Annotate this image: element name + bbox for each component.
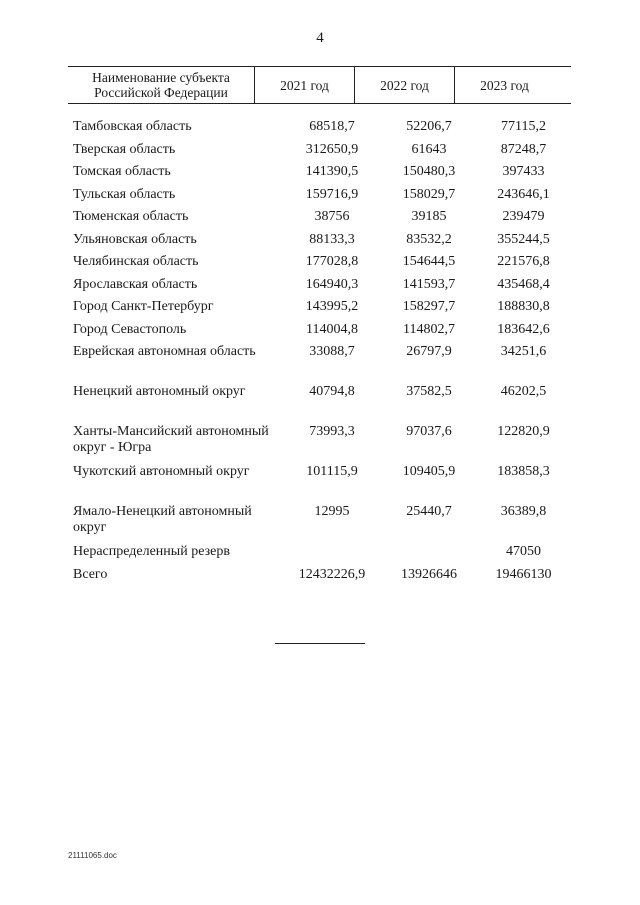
value-2021: 33088,7 xyxy=(309,344,355,359)
value-2023: 46202,5 xyxy=(500,384,547,399)
header-region-name: Наименование субъекта Российской Федерации xyxy=(92,70,230,100)
value-2021: 143995,2 xyxy=(305,299,359,314)
value-2021: 38756 xyxy=(314,209,350,224)
table-row xyxy=(68,464,571,504)
region-name: Ненецкий автономный округ xyxy=(73,384,246,399)
value-2021: 12432226,9 xyxy=(298,566,366,582)
value-2021: 159716,9 xyxy=(305,186,359,202)
value-2021: 40794,8 xyxy=(309,384,355,399)
table-row xyxy=(68,504,571,544)
table-row xyxy=(68,384,571,424)
value-2021: 177028,8 xyxy=(305,254,359,269)
table-row xyxy=(68,209,571,232)
region-name: Томская область xyxy=(73,164,171,179)
value-2022: 109405,9 xyxy=(402,464,456,479)
value-2021: 88133,3 xyxy=(309,231,355,247)
region-name: Ханты-Мансийский автономный округ - Югра xyxy=(73,424,269,455)
value-2022: 13926646 xyxy=(401,566,457,582)
value-2022: 37582,5 xyxy=(406,384,452,399)
value-2022: 39185 xyxy=(411,209,447,224)
header-year-2021: 2021 год xyxy=(254,67,354,103)
table-row xyxy=(68,142,571,165)
region-name: Город Севастополь xyxy=(73,321,187,337)
table-row xyxy=(68,322,571,345)
value-2022: 61643 xyxy=(411,141,447,157)
region-name: Город Санкт-Петербург xyxy=(73,299,214,314)
table-row xyxy=(68,119,571,142)
value-2022: 158029,7 xyxy=(402,186,456,202)
value-2021: 141390,5 xyxy=(305,164,359,179)
value-2022: 83532,2 xyxy=(406,231,452,247)
value-2022: 97037,6 xyxy=(406,424,452,439)
value-2023: 47050 xyxy=(506,544,541,559)
value-2021 xyxy=(282,544,382,567)
table-row-total xyxy=(68,567,571,590)
value-2021: 73993,3 xyxy=(309,424,355,439)
table-header xyxy=(68,66,571,104)
value-2022: 158297,7 xyxy=(402,299,456,314)
page-number: 4 xyxy=(316,30,324,46)
value-2023: 87248,7 xyxy=(500,141,547,157)
value-2021: 12995 xyxy=(314,504,350,519)
value-2021: 68518,7 xyxy=(309,119,355,134)
region-name: Ульяновская область xyxy=(73,231,197,247)
value-2022: 52206,7 xyxy=(406,119,452,134)
table-row xyxy=(68,187,571,210)
region-name: Ямало-Ненецкий автономный округ xyxy=(73,504,252,535)
value-2022: 154644,5 xyxy=(402,254,456,269)
region-name: Чукотский автономный округ xyxy=(73,464,250,479)
footer-filename: 21111065.doc xyxy=(68,851,117,860)
value-2022: 25440,7 xyxy=(406,504,452,519)
end-divider-line xyxy=(275,643,365,644)
value-2023: 122820,9 xyxy=(497,424,550,439)
allocation-table xyxy=(68,66,571,589)
value-2022: 114802,7 xyxy=(403,321,455,337)
value-2023: 34251,6 xyxy=(500,344,547,359)
table-row xyxy=(68,232,571,255)
region-name: Тамбовская область xyxy=(73,119,192,134)
value-2023: 355244,5 xyxy=(497,231,550,247)
table-row xyxy=(68,277,571,300)
value-2023: 19466130 xyxy=(495,566,552,582)
value-2021: 312650,9 xyxy=(305,141,359,157)
region-name: Тверская область xyxy=(73,141,176,157)
value-2023: 188830,8 xyxy=(497,299,550,314)
value-2023: 435468,4 xyxy=(497,276,550,292)
region-name: Всего xyxy=(73,566,108,582)
value-2023: 36389,8 xyxy=(500,504,547,519)
table-row xyxy=(68,424,571,464)
table-row xyxy=(68,164,571,187)
value-2022 xyxy=(382,544,476,567)
region-name: Еврейская автономная область xyxy=(73,344,256,359)
value-2021: 164940,3 xyxy=(305,276,359,292)
value-2022: 141593,7 xyxy=(402,276,456,292)
value-2022: 150480,3 xyxy=(402,164,456,179)
value-2023: 183642,6 xyxy=(497,321,550,337)
region-name: Тюменская область xyxy=(73,209,189,224)
table-row xyxy=(68,254,571,277)
value-2023: 77115,2 xyxy=(501,119,546,134)
value-2023: 221576,8 xyxy=(497,254,550,269)
region-name: Нераспределенный резерв xyxy=(73,544,230,559)
region-name: Челябинская область xyxy=(73,254,199,269)
region-name: Ярославская область xyxy=(73,276,198,292)
table-row xyxy=(68,344,571,384)
value-2023: 397433 xyxy=(502,164,545,179)
header-year-2023: 2023 год xyxy=(454,67,554,103)
table-row xyxy=(68,299,571,322)
value-2021: 101115,9 xyxy=(306,464,358,479)
value-2023: 239479 xyxy=(502,209,545,224)
value-2023: 243646,1 xyxy=(497,186,550,202)
value-2022: 26797,9 xyxy=(406,344,452,359)
table-body xyxy=(68,119,571,589)
table-row xyxy=(68,544,571,567)
value-2023: 183858,3 xyxy=(497,464,550,479)
header-year-2022: 2022 год xyxy=(354,67,454,103)
region-name: Тульская область xyxy=(73,186,176,202)
value-2021: 114004,8 xyxy=(306,321,358,337)
